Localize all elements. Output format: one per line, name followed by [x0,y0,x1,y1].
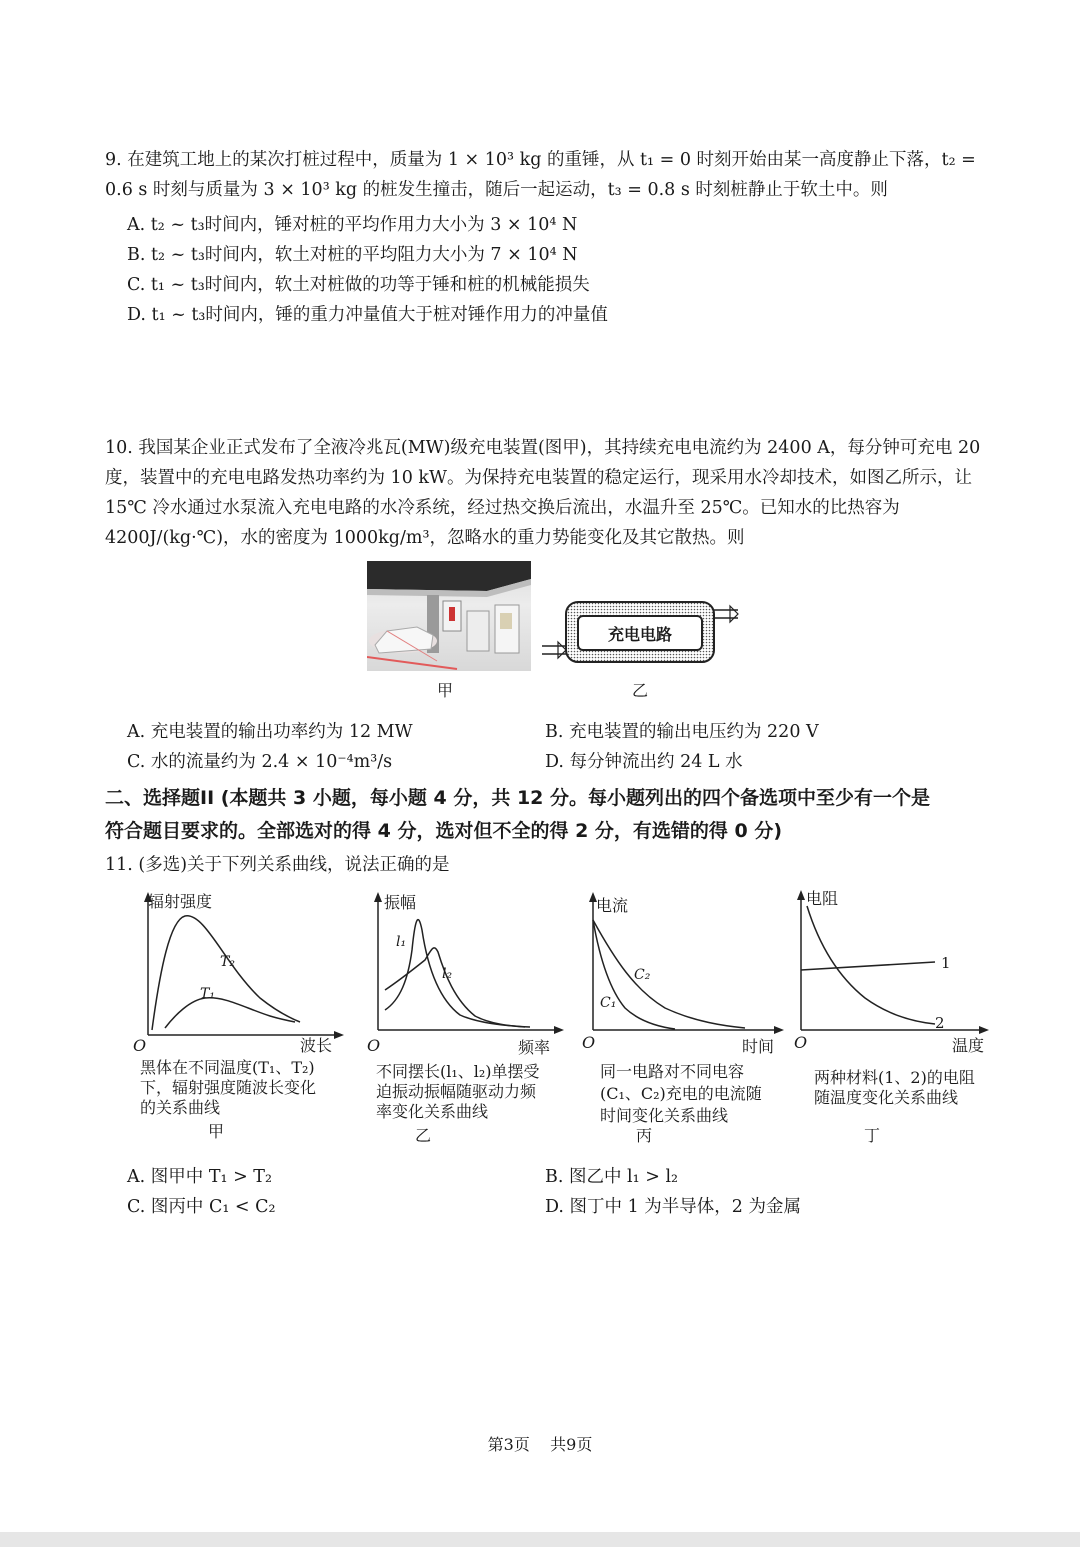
graph-jia [130,890,345,1055]
page-footer: 第3页 共9页 [487,1435,593,1454]
q10-option-b: B. 充电装置的输出电压约为 220 V [545,722,819,742]
graph-ding-ylabel: 电阻 [806,889,839,908]
graph-jia-caption-1: 黑体在不同温度(T₁、T₂) [140,1058,315,1077]
graph-ding-origin: O [794,1033,808,1052]
question-9 [105,145,985,205]
section-2-line-1: 二、选择题II (本题共 3 小题，每小题 4 分，共 12 分。每小题列出的四个备选项中至少有一个是 [105,787,931,809]
graph-yi-tag: 乙 [415,1126,432,1145]
graph-ding-caption-1: 两种材料(1、2)的电阻 [814,1068,975,1087]
graph-yi-curve-l2: l₂ [442,966,453,982]
graph-ding-curve-1: 1 [941,954,951,972]
q10-option-c: C. 水的流量约为 2.4 × 10⁻⁴m³/s [127,752,393,772]
graph-jia-origin: O [133,1036,147,1055]
question-9-stem: 9. 在建筑工地上的某次打桩过程中，质量为 1 × 10³ kg 的重锤，从 t₁ = 0 时刻开始由某一高度静止下落，t₂ = 0.6 s 时刻与质量为 3 × 10³ kg 的桩发生撞击，随后一起运动，t₃ = 0.8 s 时刻桩静止于软土中。则 [105,150,976,200]
section-2-line-2: 符合题目要求的。全部选对的得 4 分，选对但不全的得 2 分，有选错的得 0 分) [105,820,783,842]
graph-yi-caption-3: 率变化关系曲线 [376,1102,489,1121]
graph-jia-curve-t1: T₁ [200,986,215,1002]
q9-option-c: C. t₁ ~ t₃时间内，软土对桩做的功等于锤和桩的机械能损失 [127,275,590,295]
graph-yi-xlabel: 频率 [518,1038,551,1057]
q10-option-a: A. 充电装置的输出功率约为 12 MW [127,722,413,742]
graph-bing-origin: O [582,1033,596,1052]
bottom-edge [0,1532,1080,1547]
question-10-stem: 10. 我国某企业正式发布了全液冷兆瓦(MW)级充电装置(图甲)，其持续充电电流约为 2400 A，每分钟可充电 20 度，装置中的充电电路发热功率约为 10 kW。为保持充电装置的稳定运行，现采用水冷却技术，如图乙所示，让 15℃ 冷水通过水泵流入充电电路的水冷系统，经过热交换后流出，水温升至 25℃。已知水的比热容为 4200J/(kg·℃)，水的密度为 1000kg/m³，忽略水的重力势能变化及其它散热。则 [105,438,981,548]
graph-ding-xlabel: 温度 [952,1036,985,1055]
graph-bing-curve-c1: C₁ [600,995,617,1011]
graph-jia-xlabel: 波长 [300,1036,333,1055]
graph-bing-tag: 丙 [636,1126,653,1145]
q9-option-b: B. t₂ ~ t₃时间内，软土对桩的平均阻力大小为 7 × 10⁴ N [127,245,578,265]
graph-jia-ylabel: 辐射强度 [148,892,213,911]
graph-ding [785,888,990,1038]
graph-yi-caption-2: 迫振动振幅随驱动力频 [376,1082,537,1101]
question-11-stem: 11. (多选)关于下列关系曲线，说法正确的是 [105,855,450,875]
graph-bing-ylabel: 电流 [596,896,629,915]
q11-option-b: B. 图乙中 l₁ > l₂ [545,1167,679,1187]
question-10 [105,433,985,553]
graph-ding-tag: 丁 [864,1126,881,1145]
q9-option-a: A. t₂ ~ t₃时间内，锤对桩的平均作用力大小为 3 × 10⁴ N [127,215,578,235]
graph-yi-curve-l1: l₁ [396,934,407,950]
graph-bing-caption-3: 时间变化关系曲线 [600,1106,729,1125]
q11-option-d: D. 图丁中 1 为半导体，2 为金属 [545,1197,801,1217]
graph-jia-tag: 甲 [208,1122,225,1141]
graph-bing-xlabel: 时间 [742,1037,775,1056]
graph-bing-caption-2: (C₁、C₂)充电的电流随 [600,1084,762,1103]
circuit-label: 充电电路 [607,625,672,644]
graph-jia-caption-3: 的关系曲线 [140,1098,221,1117]
figure-label-jia: 甲 [436,681,453,700]
graph-ding-caption-2: 随温度变化关系曲线 [814,1088,959,1107]
charging-device-photo [367,561,531,671]
graph-yi-ylabel: 振幅 [384,893,417,912]
q11-option-a: A. 图甲中 T₁ > T₂ [127,1167,272,1187]
graph-bing-curve-c2: C₂ [634,967,651,983]
figure-label-yi: 乙 [631,681,648,700]
q11-option-c: C. 图丙中 C₁ < C₂ [127,1197,276,1217]
graph-jia-curve-t2: T₂ [220,954,235,970]
q10-option-d: D. 每分钟流出约 24 L 水 [545,752,743,772]
graph-yi-origin: O [367,1036,381,1055]
graph-yi-caption-1: 不同摆长(l₁、l₂)单摆受 [376,1062,540,1081]
graph-jia-caption-2: 下，辐射强度随波长变化 [140,1078,317,1097]
q9-option-d: D. t₁ ~ t₃时间内，锤的重力冲量值大于桩对锤作用力的冲量值 [127,305,608,325]
graph-ding-curve-2: 2 [935,1014,945,1032]
graph-bing-caption-1: 同一电路对不同电容 [600,1062,745,1081]
